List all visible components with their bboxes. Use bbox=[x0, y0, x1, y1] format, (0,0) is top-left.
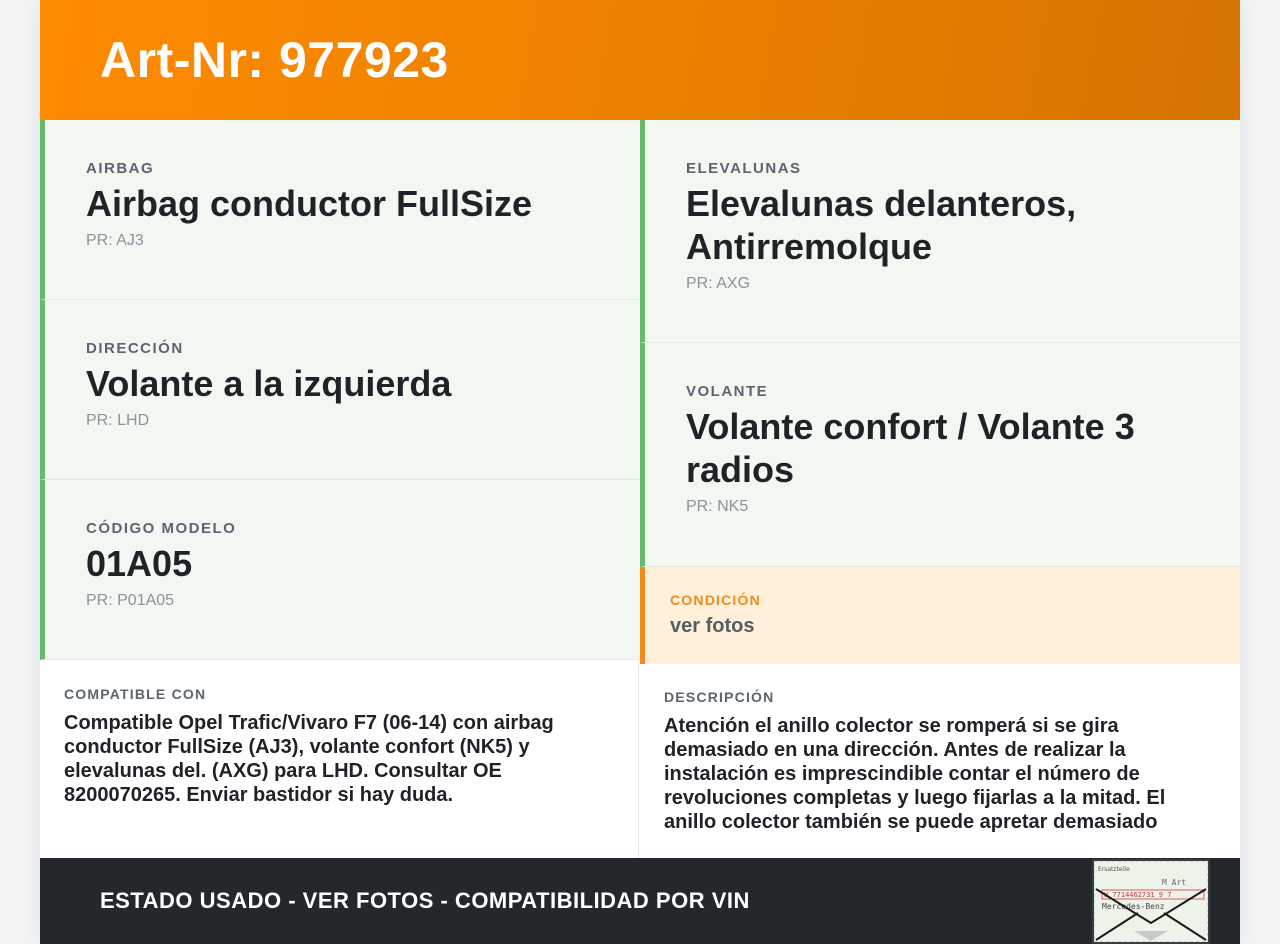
spec-label: ELEVALUNAS bbox=[686, 160, 802, 177]
spec-cell-direccion bbox=[40, 300, 640, 480]
spec-label: AIRBAG bbox=[86, 160, 155, 177]
thumb-text-line: W 7714462731 9 7 bbox=[1104, 891, 1172, 899]
spec-cell-elevalunas bbox=[640, 120, 1240, 343]
right-spec-column bbox=[640, 120, 1240, 664]
spec-pr-code: PR: P01A05 bbox=[86, 592, 175, 609]
spec-value: Elevalunas delanteros, Antirremolque bbox=[686, 183, 1077, 267]
compatible-section bbox=[40, 660, 639, 858]
spec-pr-code: PR: NK5 bbox=[686, 498, 749, 515]
spec-value: Volante confort / Volante 3 radios bbox=[686, 406, 1135, 490]
description-label: DESCRIPCIÓN bbox=[664, 689, 775, 705]
spec-pr-code: PR: LHD bbox=[86, 412, 150, 429]
spec-value: Volante a la izquierda bbox=[86, 363, 452, 404]
spec-label: CÓDIGO MODELO bbox=[86, 520, 237, 537]
condition-box bbox=[640, 567, 1240, 664]
label-photo-image bbox=[1094, 861, 1208, 942]
compatible-text: Compatible Opel Trafic/Vivaro F7 (06-14) con airbag conductor FullSize (AJ3), volante confort (NK5) y elevalunas del. (AXG) para LHD. Consultar OE 8200070265. Enviar bastidor si hay duda. bbox=[64, 712, 554, 806]
header-bar bbox=[40, 0, 1240, 120]
thumb-text-line: Mercedes-Benz bbox=[1102, 902, 1165, 911]
compatible-label: COMPATIBLE CON bbox=[64, 686, 207, 702]
spec-cell-codigo-modelo bbox=[40, 480, 640, 660]
thumb-text-line: Ersatzteile bbox=[1098, 866, 1130, 873]
description-text: Atención el anillo colector se romperá si se gira demasiado en una dirección. Antes de realizar la instalación es imprescindible contar el número de revoluciones completas y luego fijarlas a la mitad. El anillo colector también se puede apretar demasiado bbox=[664, 715, 1166, 833]
part-label-photo-thumbnail[interactable] bbox=[1092, 859, 1210, 944]
description-section bbox=[640, 664, 1240, 858]
spec-label: VOLANTE bbox=[686, 383, 769, 400]
thumb-text-line: M Art bbox=[1162, 878, 1187, 887]
spec-cell-volante bbox=[640, 343, 1240, 567]
status-banner: ESTADO USADO - VER FOTOS - COMPATIBILIDAD POR VIN bbox=[100, 888, 750, 913]
product-card bbox=[40, 0, 1240, 944]
condition-value: ver fotos bbox=[670, 615, 755, 637]
spec-label: DIRECCIÓN bbox=[86, 340, 184, 357]
spec-pr-code: PR: AXG bbox=[686, 275, 751, 292]
spec-pr-code: PR: AJ3 bbox=[86, 232, 144, 249]
left-spec-column bbox=[40, 120, 640, 660]
article-number-title: Art-Nr: 977923 bbox=[100, 32, 449, 88]
spec-value: Airbag conductor FullSize bbox=[86, 183, 533, 224]
footer-bar bbox=[40, 858, 1240, 944]
spec-cell-airbag bbox=[40, 120, 640, 300]
spec-value: 01A05 bbox=[86, 543, 193, 584]
condition-label: CONDICIÓN bbox=[670, 592, 761, 608]
